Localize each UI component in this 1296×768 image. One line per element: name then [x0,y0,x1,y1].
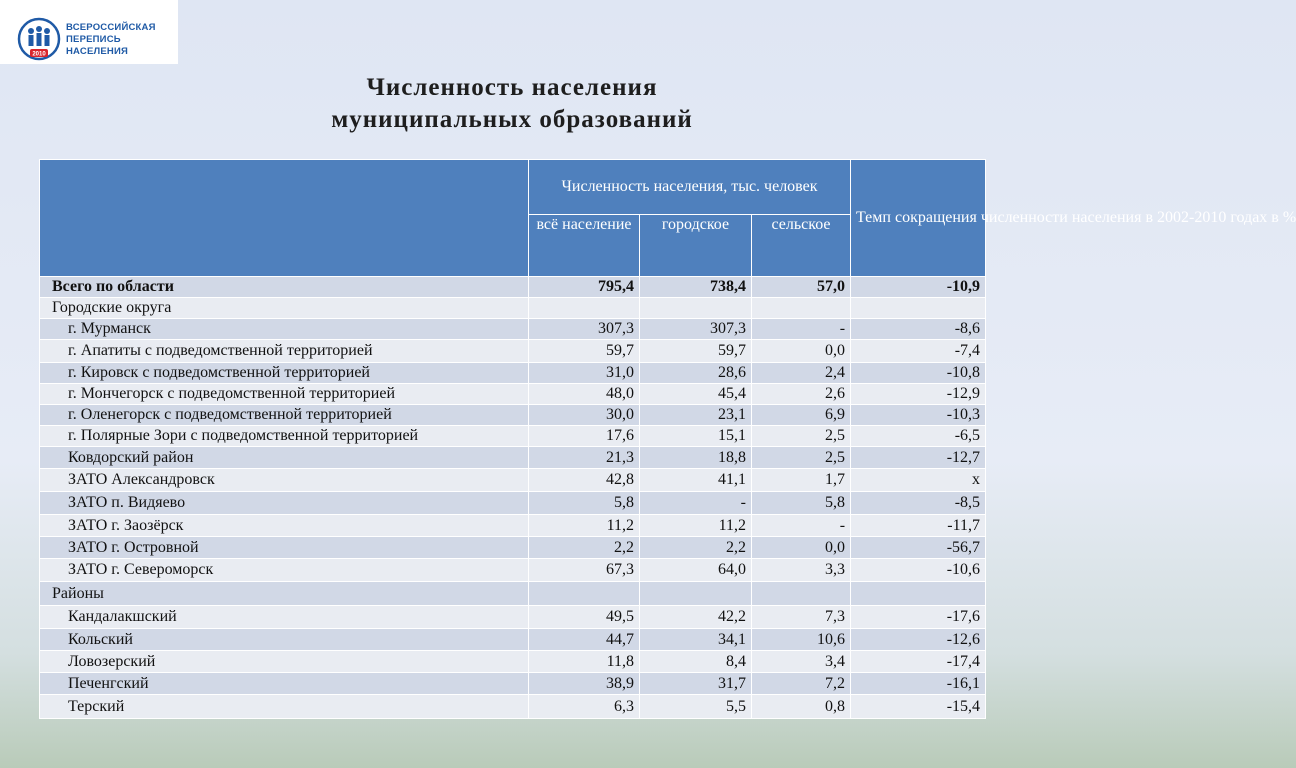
cell-total: 5,8 [529,492,640,515]
municipality-name: г. Кировск с подведомственной территорией [40,363,529,384]
cell-total: 31,0 [529,363,640,384]
cell-rate [851,582,986,606]
cell-urban: - [640,492,752,515]
cell-rural: 1,7 [752,469,851,492]
cell-urban: 28,6 [640,363,752,384]
cell-total: 42,8 [529,469,640,492]
cell-total: 11,8 [529,651,640,673]
header-urban: городское [640,215,752,277]
municipality-name: Терский [40,695,529,719]
cell-rural [752,582,851,606]
cell-rate: -16,1 [851,673,986,695]
cell-rate: -12,7 [851,447,986,469]
cell-rural: 6,9 [752,405,851,426]
cell-rural [752,298,851,319]
cell-rate: -12,9 [851,384,986,405]
cell-urban: 59,7 [640,340,752,363]
cell-rate: -11,7 [851,515,986,537]
cell-rural: 3,3 [752,559,851,582]
municipality-name: ЗАТО п. Видяево [40,492,529,515]
header-name-column [40,160,529,277]
cell-urban: 34,1 [640,629,752,651]
table-row [40,363,986,384]
table-row [40,537,986,559]
cell-total: 38,9 [529,673,640,695]
cell-total: 67,3 [529,559,640,582]
table-row [40,340,986,363]
table-row [40,582,986,606]
municipality-name: Кольский [40,629,529,651]
cell-urban: 31,7 [640,673,752,695]
logo-line-1: ВСЕРОССИЙСКАЯ [66,22,156,33]
municipality-name: Ковдорский район [40,447,529,469]
cell-urban: 15,1 [640,426,752,447]
cell-rural: 2,5 [752,447,851,469]
table-row [40,298,986,319]
municipality-name: ЗАТО г. Заозёрск [40,515,529,537]
table-row [40,515,986,537]
cell-rate [851,298,986,319]
group-label: Городские округа [40,298,529,319]
table-row [40,384,986,405]
cell-rate: -15,4 [851,695,986,719]
cell-rate: -10,8 [851,363,986,384]
cell-rate: -17,6 [851,606,986,629]
cell-rural: 57,0 [752,277,851,298]
cell-rural: 3,4 [752,651,851,673]
table-row [40,629,986,651]
municipality-name: г. Апатиты с подведомственной территорией [40,340,529,363]
cell-rural: 10,6 [752,629,851,651]
header-population: Численность населения, тыс. человек [529,160,851,215]
cell-urban: 738,4 [640,277,752,298]
cell-urban: 64,0 [640,559,752,582]
municipality-name: г. Полярные Зори с подведомственной территорией [40,426,529,447]
table-row [40,559,986,582]
table-row [40,426,986,447]
table-row [40,606,986,629]
cell-urban: 41,1 [640,469,752,492]
table-row [40,405,986,426]
cell-rate: -8,6 [851,319,986,340]
cell-total: 44,7 [529,629,640,651]
cell-urban: 8,4 [640,651,752,673]
cell-rural: 0,0 [752,340,851,363]
table-row [40,447,986,469]
municipality-name: г. Мончегорск с подведомственной территорией [40,384,529,405]
municipality-name: Ловозерский [40,651,529,673]
municipality-name: Кандалакшский [40,606,529,629]
cell-urban: 18,8 [640,447,752,469]
title-line-2: муниципальных образований [331,106,693,133]
census-people-icon [16,16,62,62]
cell-rural: 7,3 [752,606,851,629]
cell-rate: -10,3 [851,405,986,426]
cell-rural: 7,2 [752,673,851,695]
cell-urban: 307,3 [640,319,752,340]
cell-total: 30,0 [529,405,640,426]
municipality-name: ЗАТО г. Островной [40,537,529,559]
cell-urban: 45,4 [640,384,752,405]
population-table [39,159,1296,719]
cell-total: 2,2 [529,537,640,559]
cell-rate: -8,5 [851,492,986,515]
cell-rate: -12,6 [851,629,986,651]
header-rural: сельское [752,215,851,277]
table-row [40,469,986,492]
group-label: Районы [40,582,529,606]
cell-total: 6,3 [529,695,640,719]
page-title [0,72,1024,136]
cell-total: 795,4 [529,277,640,298]
logo-year: 2010 [32,51,46,58]
municipality-name: ЗАТО Александровск [40,469,529,492]
logo-text [66,22,178,58]
header-decline-rate: Темп сокращения численности населения в 2002-2010 годах в % [851,160,986,277]
cell-rural: 0,8 [752,695,851,719]
cell-rate: -7,4 [851,340,986,363]
title-line-1: Численность населения [366,74,658,101]
cell-rural: 2,4 [752,363,851,384]
cell-rate: -17,4 [851,651,986,673]
municipality-name: ЗАТО г. Североморск [40,559,529,582]
header-total: всё население [529,215,640,277]
municipality-name: Всего по области [40,277,529,298]
cell-rate: -10,6 [851,559,986,582]
municipality-name: Печенгский [40,673,529,695]
cell-rate: х [851,469,986,492]
cell-rural: 0,0 [752,537,851,559]
cell-total: 11,2 [529,515,640,537]
municipality-name: г. Оленегорск с подведомственной территорией [40,405,529,426]
cell-total: 17,6 [529,426,640,447]
table-row [40,319,986,340]
cell-rate: -10,9 [851,277,986,298]
cell-urban: 23,1 [640,405,752,426]
cell-rate: -6,5 [851,426,986,447]
census-logo [0,0,178,64]
cell-rural: 5,8 [752,492,851,515]
cell-urban: 2,2 [640,537,752,559]
cell-total [529,298,640,319]
cell-total: 307,3 [529,319,640,340]
cell-rural: - [752,515,851,537]
cell-urban [640,298,752,319]
logo-line-2: ПЕРЕПИСЬ НАСЕЛЕНИЯ [66,34,129,57]
cell-total: 21,3 [529,447,640,469]
cell-urban: 11,2 [640,515,752,537]
cell-rural: 2,5 [752,426,851,447]
cell-rural: - [752,319,851,340]
table-total-row [40,277,986,298]
cell-total [529,582,640,606]
cell-urban: 42,2 [640,606,752,629]
cell-rate: -56,7 [851,537,986,559]
table-row [40,651,986,673]
municipality-name: г. Мурманск [40,319,529,340]
cell-urban [640,582,752,606]
table-row [40,673,986,695]
cell-total: 49,5 [529,606,640,629]
cell-total: 59,7 [529,340,640,363]
cell-total: 48,0 [529,384,640,405]
cell-rural: 2,6 [752,384,851,405]
table-row [40,492,986,515]
cell-urban: 5,5 [640,695,752,719]
table-row [40,695,986,719]
